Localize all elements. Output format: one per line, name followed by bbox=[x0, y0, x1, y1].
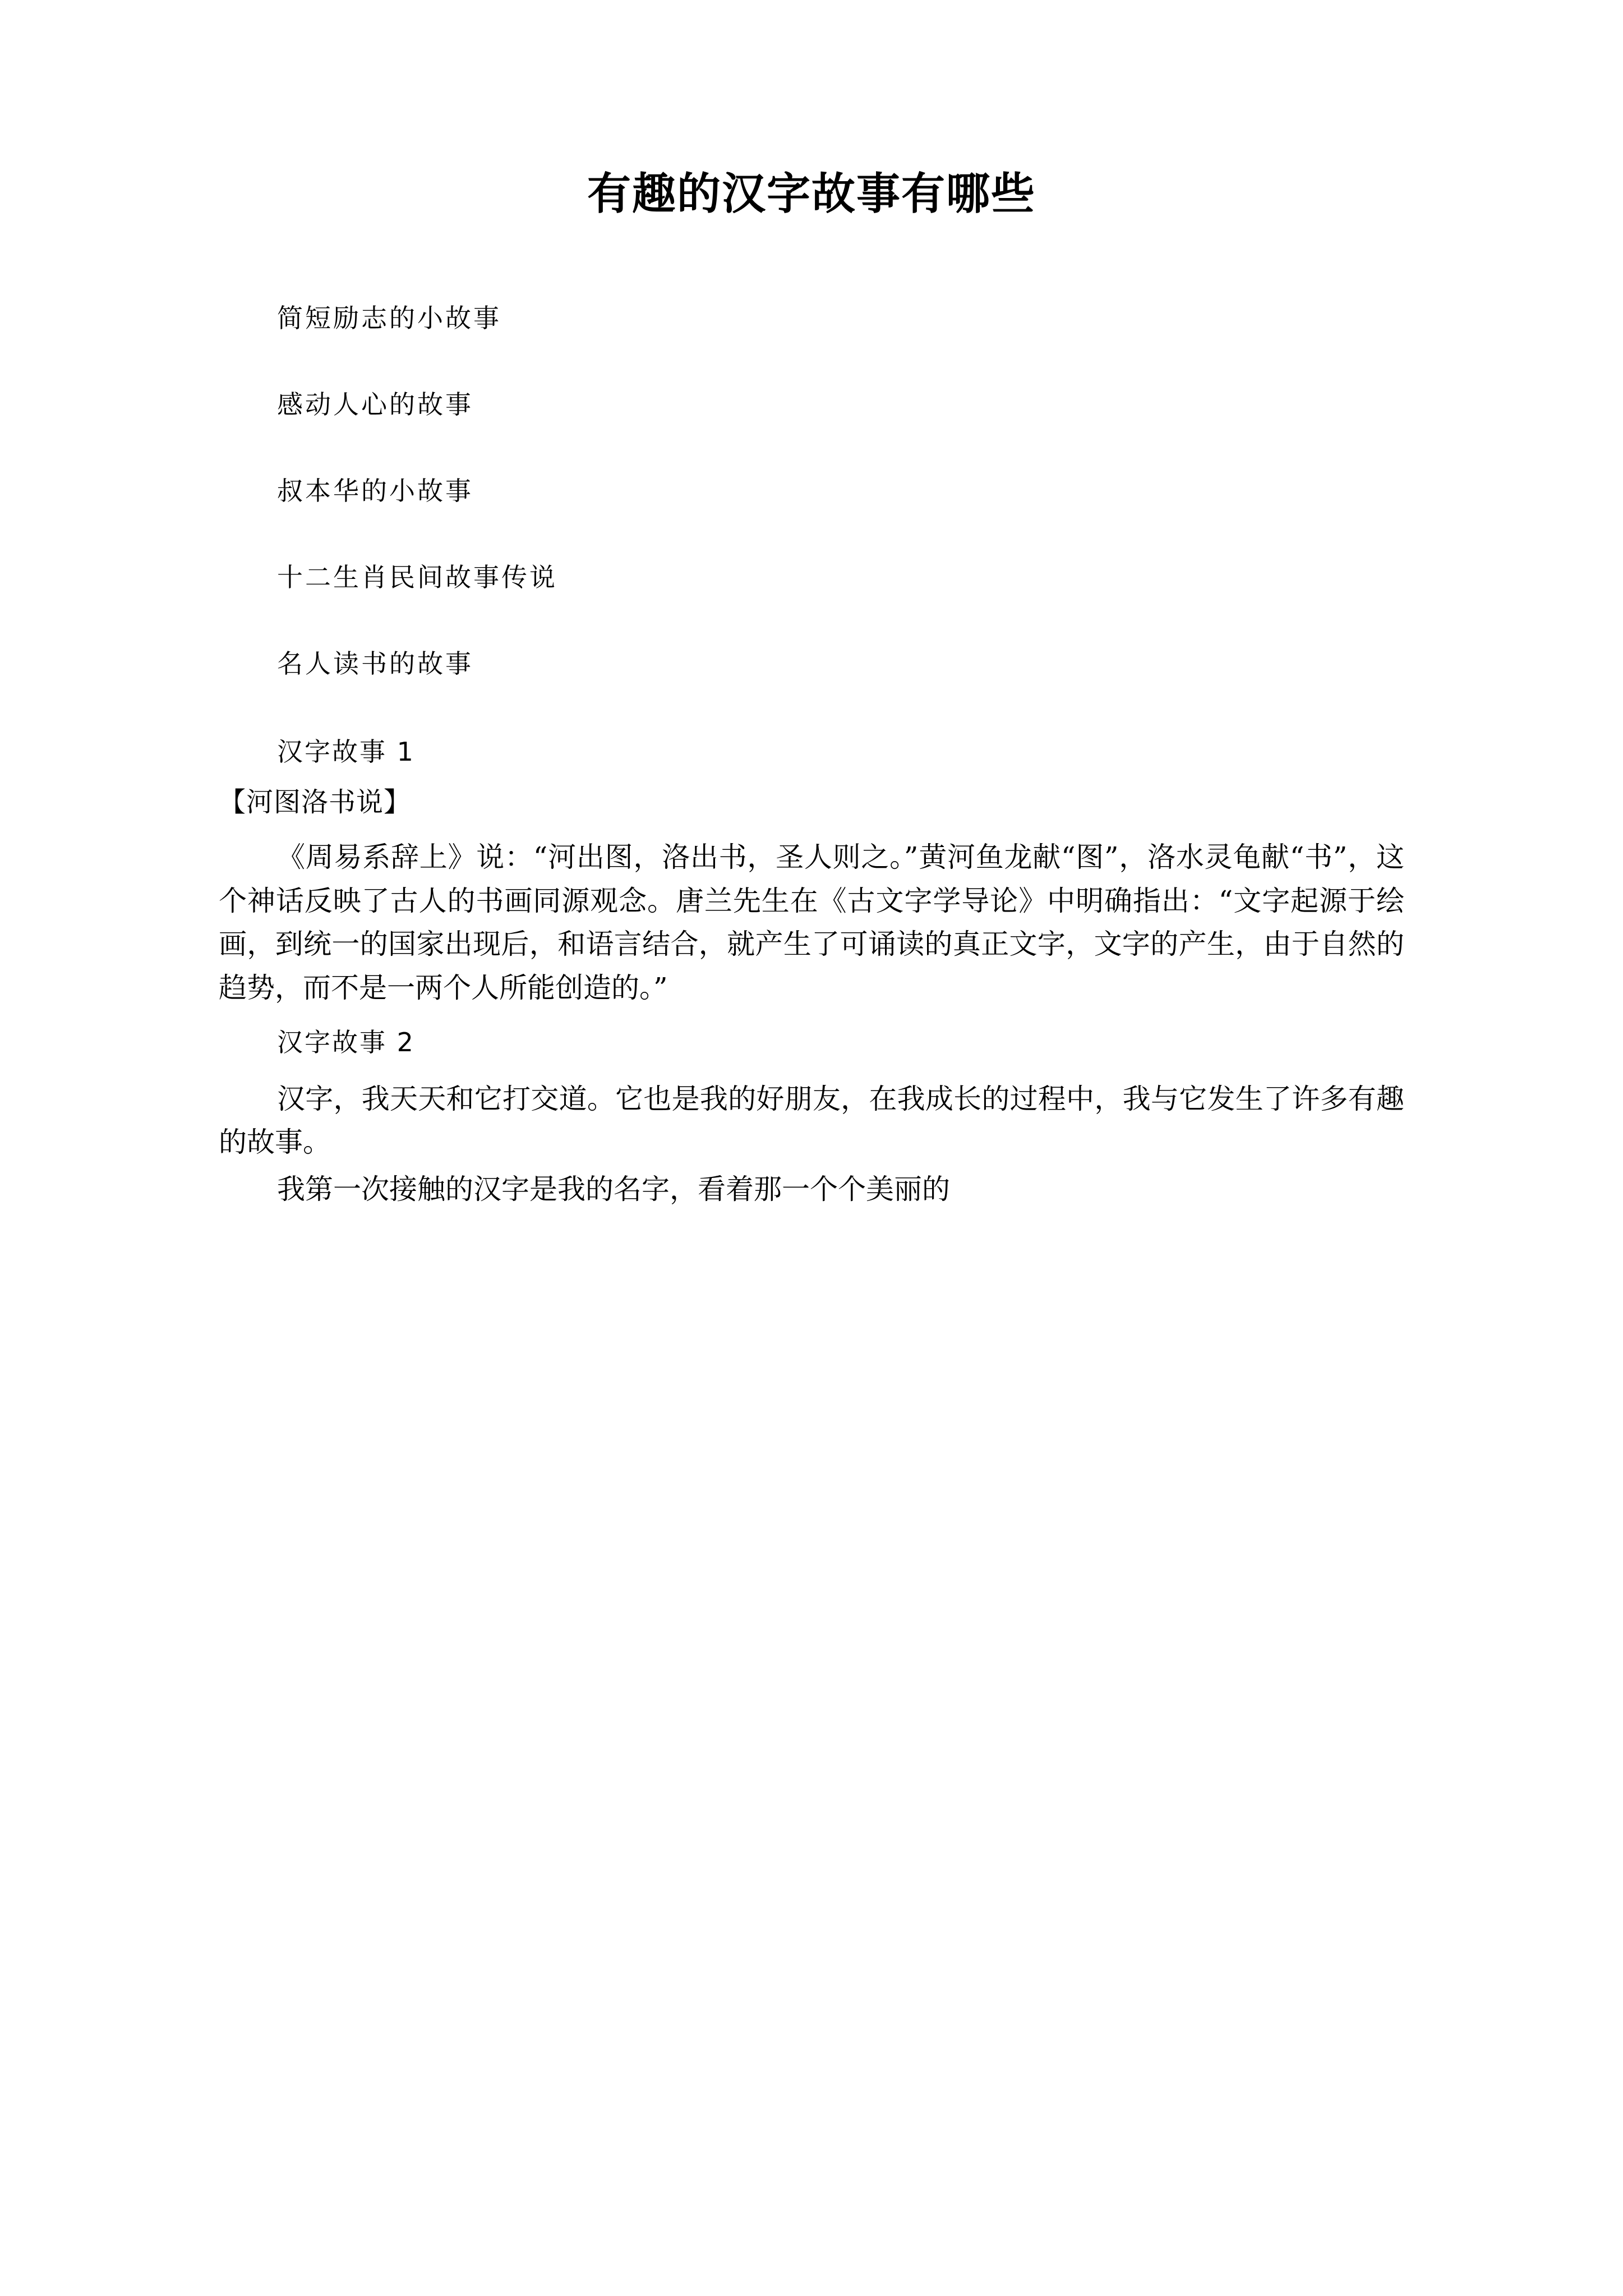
list-item[interactable]: 名人读书的故事 bbox=[277, 648, 473, 679]
list-item[interactable]: 简短励志的小故事 bbox=[277, 302, 501, 333]
section-heading: 【河图洛书说】 bbox=[219, 786, 412, 818]
page-title: 有趣的汉字故事有哪些 bbox=[587, 169, 1036, 219]
story-section-1 bbox=[219, 737, 1404, 1010]
related-links-list bbox=[219, 302, 1404, 679]
list-item[interactable]: 十二生肖民间故事传说 bbox=[277, 562, 557, 592]
section-label: 汉字故事 2 bbox=[277, 1027, 415, 1058]
section-spacer bbox=[219, 1013, 1404, 1028]
body-paragraph: 我第一次接触的汉字是我的名字，看着那一个个美丽的 bbox=[277, 1172, 950, 1205]
list-item[interactable]: 叔本华的小故事 bbox=[277, 475, 473, 506]
section-label: 汉字故事 1 bbox=[277, 736, 415, 767]
list-item[interactable]: 感动人心的故事 bbox=[277, 389, 473, 420]
body-paragraph: 汉字，我天天和它打交道。它也是我的好朋友，在我成长的过程中，我与它发生了许多有趣的故事。 bbox=[219, 1082, 1404, 1159]
story-section-2 bbox=[219, 1028, 1404, 1211]
body-paragraph: 《周易系辞上》说：“河出图，洛出书，圣人则之。”黄河鱼龙献“图”，洛水灵龟献“书”，这个神话反映了古人的书画同源观念。唐兰先生在《古文字学导论》中明确指出：“文字起源于绘画，到统一的国家出现后，和语言结合，就产生了可诵读的真正文字，文字的产生，由于自然的趋势，而不是一两个人所能创造的。” bbox=[219, 841, 1404, 1004]
